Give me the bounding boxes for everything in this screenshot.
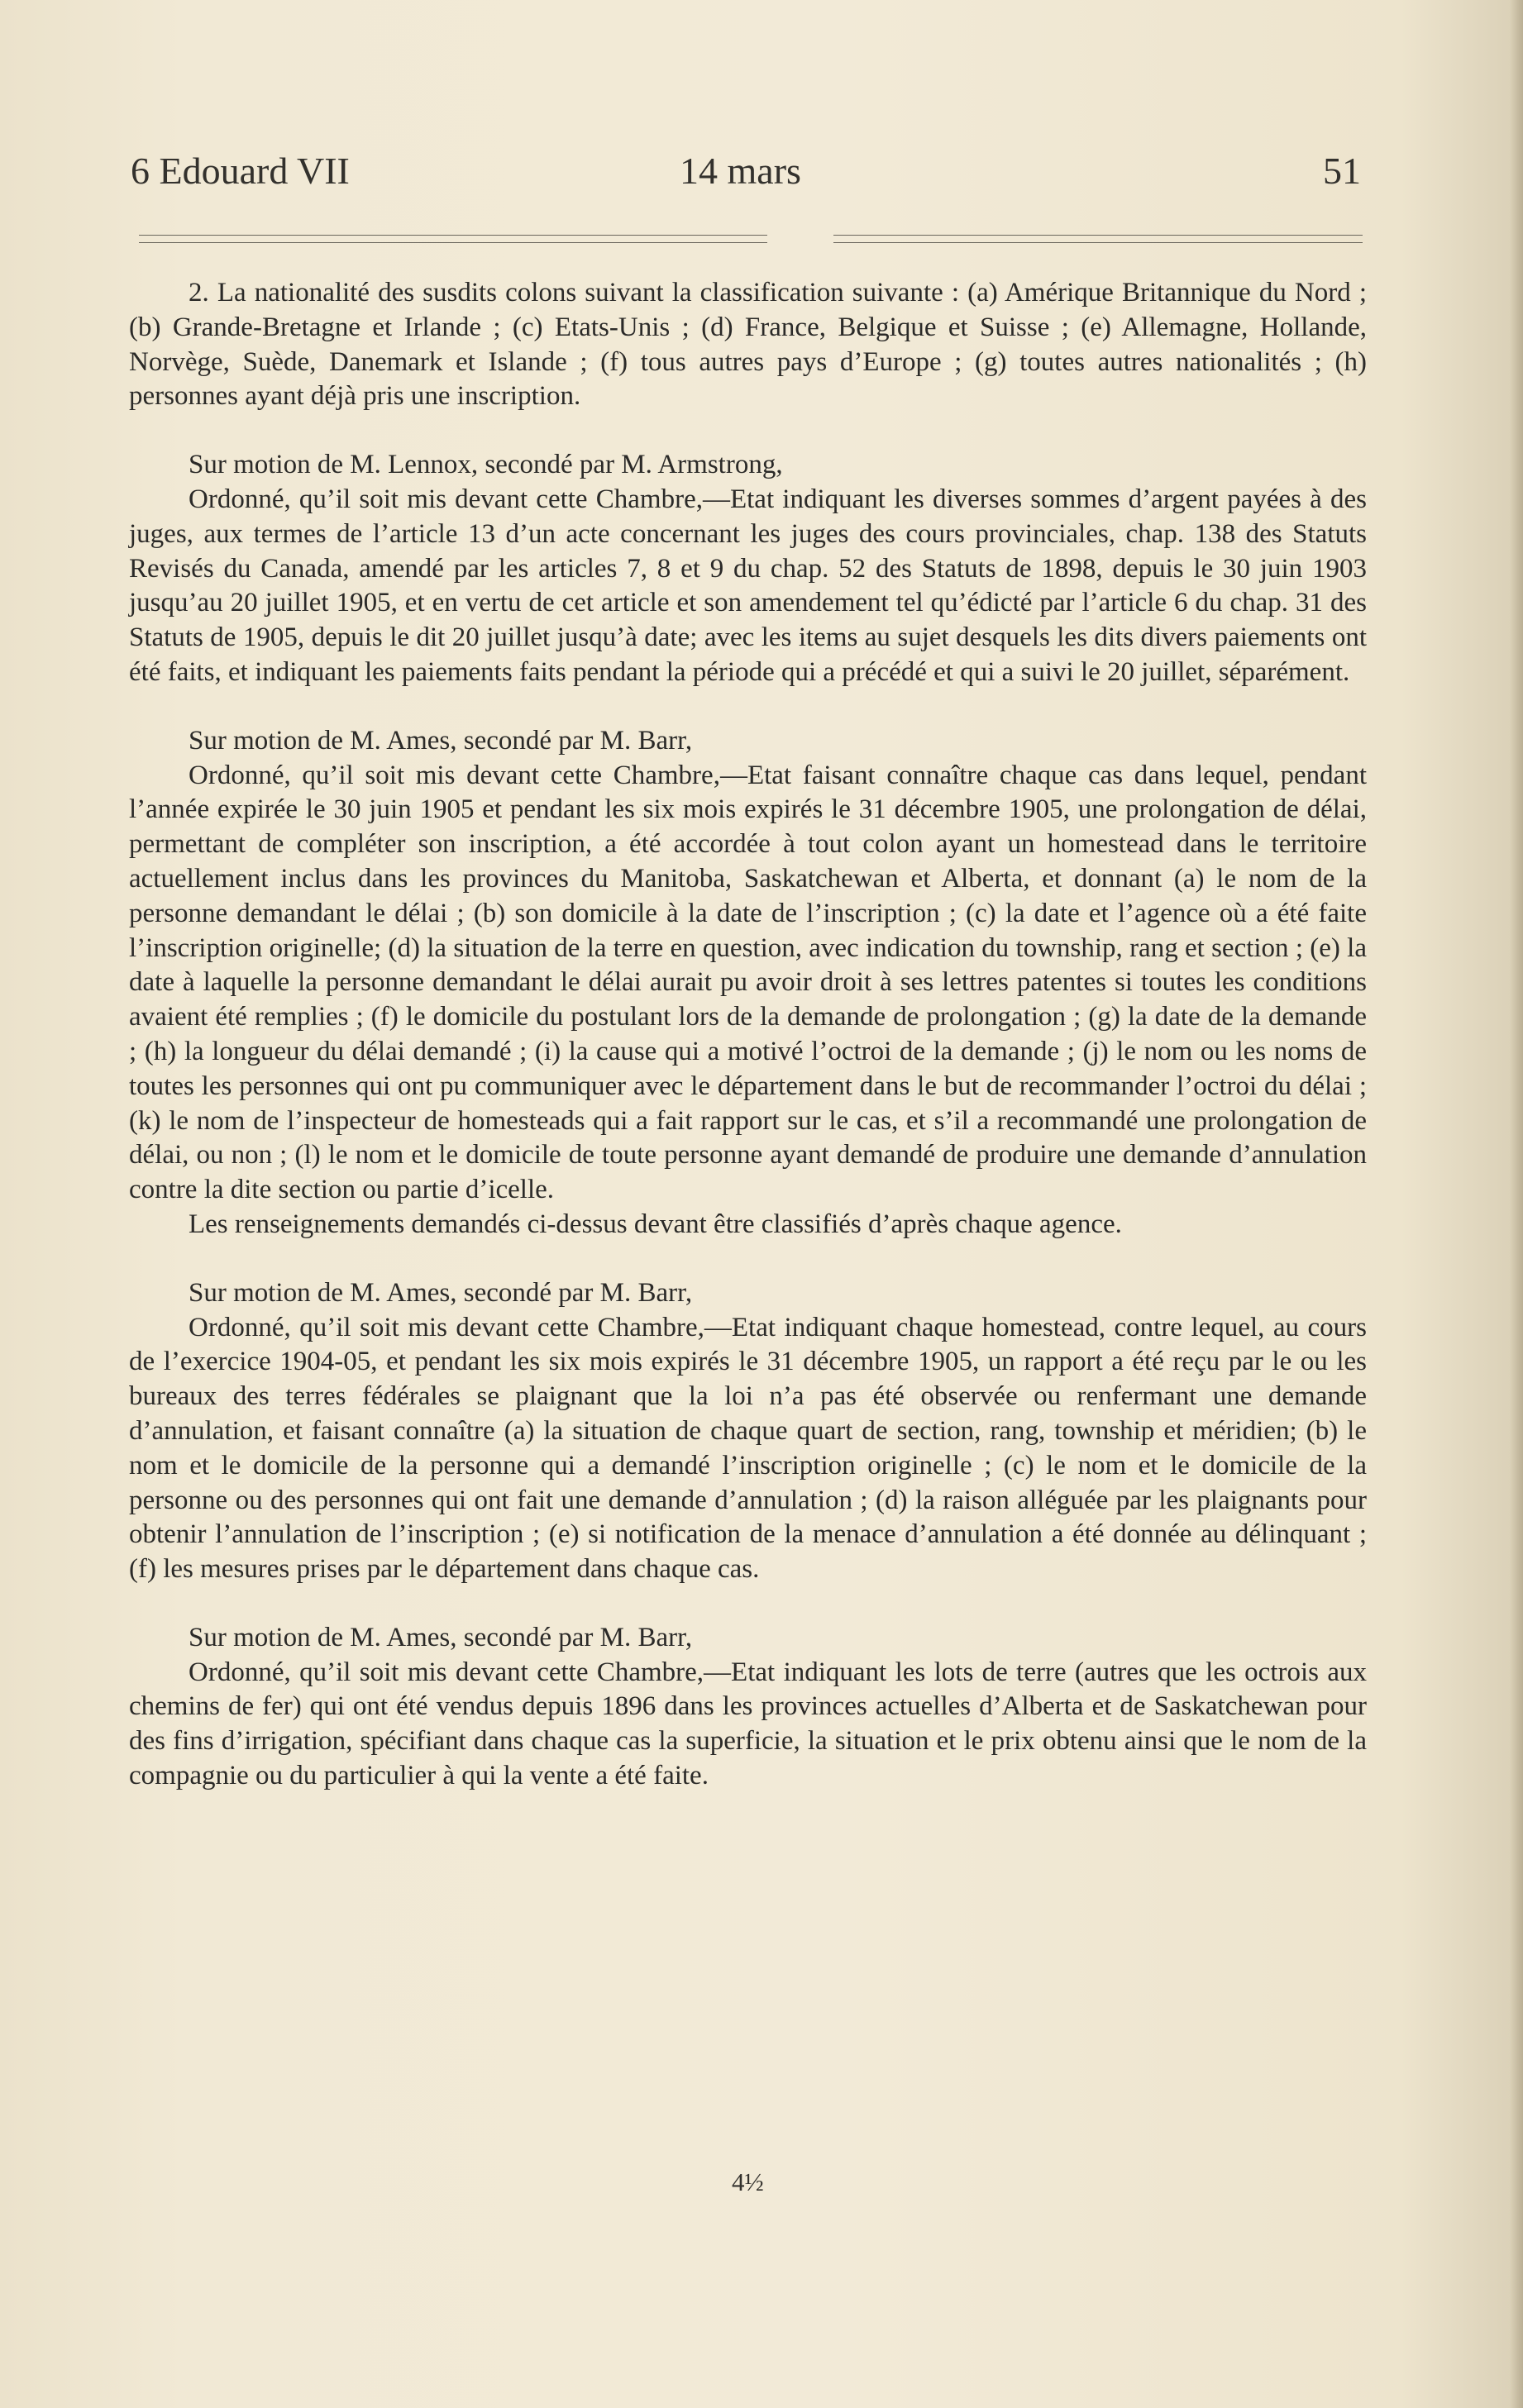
header-double-rule-left <box>139 235 767 243</box>
order-paragraph-lands: Ordonné, qu’il soit mis devant cette Chambre,—Etat indiquant les lots de terre (autres que les octrois aux chemins de fer) qui ont été vendus depuis 1896 dans les provinces actuelles d’Alberta et de Saskatchewan pour des fins d’irrigation, spécifiant dans chaque cas la superficie, la situation et le prix obtenu ainsi que le nom de la compagnie ou du particulier à qui la vente a été faite. <box>129 1657 1367 1791</box>
motion-heading-ames-2: Sur motion de M. Ames, secondé par M. Barr, <box>189 1277 693 1308</box>
motion-heading-lennox: Sur motion de M. Lennox, secondé par M. Armstrong, <box>189 450 783 480</box>
motion-heading-ames-3: Sur motion de M. Ames, secondé par M. Barr, <box>189 1622 693 1652</box>
running-header <box>131 149 1361 208</box>
paragraph-agency-note: Les renseignements demandés ci-dessus devant être classifiés d’après chaque agence. <box>189 1209 1122 1239</box>
order-paragraph-homestead: Ordonné, qu’il soit mis devant cette Chambre,—Etat indiquant chaque homestead, contre lequel, au cours de l’exercice 1904-05, et pendant les six mois expirés le 31 décembre 1905, un rapport a été reçu par le ou les bureaux des terres fédérales se plaignant que la loi n’a pas été observée ou renfermant une demande d’annulation, et faisant connaître (a) la situation de chaque quart de section, rang, township et méridien; (b) le nom et le domicile de la personne qui a demandé l’inscription originelle ; (c) le nom et le domicile de la personne ou des personnes qui ont fait une demande d’annulation ; (d) la raison alléguée par les plaignants pour obtenir l’annulation de l’inscription ; (e) si notification de la menace d’annulation a été donnée au délinquant ; (f) les mesures prises par le département dans chaque cas. <box>129 1312 1367 1585</box>
header-date: 14 mars <box>680 150 801 192</box>
order-paragraph-extension: Ordonné, qu’il soit mis devant cette Chambre,—Etat faisant connaître chaque cas dans lequel, pendant l’année expirée le 30 juin 1905 et pendant les six mois expirés le 31 décembre 1905, une prolongation de délai, permettant de compléter son inscription, a été accordée à tout colon ayant un homestead dans le territoire actuellement inclus dans les provinces du Manitoba, Saskatchewan et Alberta, et donnant (a) le nom de la personne demandant le délai ; (b) son domicile à la date de l’inscription ; (c) la date et l’agence où a été faite l’inscription originelle; (d) la situation de la terre en question, avec indication du township, rang et section ; (e) la date à laquelle la personne demandant le délai aurait pu avoir droit à ses lettres patentes si toutes les conditions avaient été remplies ; (f) le domicile du postulant lors de la demande de prolongation ; (g) la date de la demande ; (h) la longueur du délai demandé ; (i) la cause qui a motivé l’octroi de la demande ; (j) le nom ou les noms de toutes les personnes qui ont pu communiquer avec le département dans le but de recommander l’octroi du délai ; (k) le nom de l’inspecteur de homesteads qui a fait rapport sur le cas, et s’il a recommandé une prolongation de délai, ou non ; (l) le nom et le domicile de toute personne ayant demandé de produire une demande d’annulation contre la dite section ou partie d’icelle. <box>129 760 1367 1205</box>
header-session: 6 Edouard VII <box>131 150 350 192</box>
order-paragraph-judges: Ordonné, qu’il soit mis devant cette Chambre,—Etat indiquant les diverses sommes d’argent payées à des juges, aux termes de l’article 13 d’un acte concernant les juges des cours provinciales, chap. 138 des Statuts Revisés du Canada, amendé par les articles 7, 8 et 9 du chap. 52 des Statuts de 1898, depuis le 30 juin 1903 jusqu’au 20 juillet 1905, et en vertu de cet article et son amendement tel qu’édicté par l’article 6 du chap. 31 des Statuts de 1905, depuis le dit 20 juillet jusqu’à date; avec les items au sujet desquels les dits divers paiements ont été faits, et indiquant les paiements faits pendant la période qui a précédé et qui a suivi le 20 juillet, séparément. <box>129 484 1367 687</box>
motion-heading-ames-1: Sur motion de M. Ames, secondé par M. Barr, <box>189 725 693 756</box>
body-text <box>129 276 1367 1794</box>
page-edge-shadow <box>1510 0 1523 2408</box>
header-page-number: 51 <box>1323 150 1361 192</box>
header-double-rule-right <box>833 235 1363 243</box>
signature-folio: 4½ <box>732 2167 764 2196</box>
paragraph-nationality: 2. La nationalité des susdits colons suivant la classification suivante : (a) Amérique Britannique du Nord ; (b) Grande-Bretagne et Irlande ; (c) Etats-Unis ; (d) France, Belgique et Suisse ; (e) Allemagne, Hollande, Norvège, Suède, Danemark et Islande ; (f) tous autres pays d’Europe ; (g) toutes autres nationalités ; (h) personnes ayant déjà pris une inscription. <box>129 278 1367 412</box>
